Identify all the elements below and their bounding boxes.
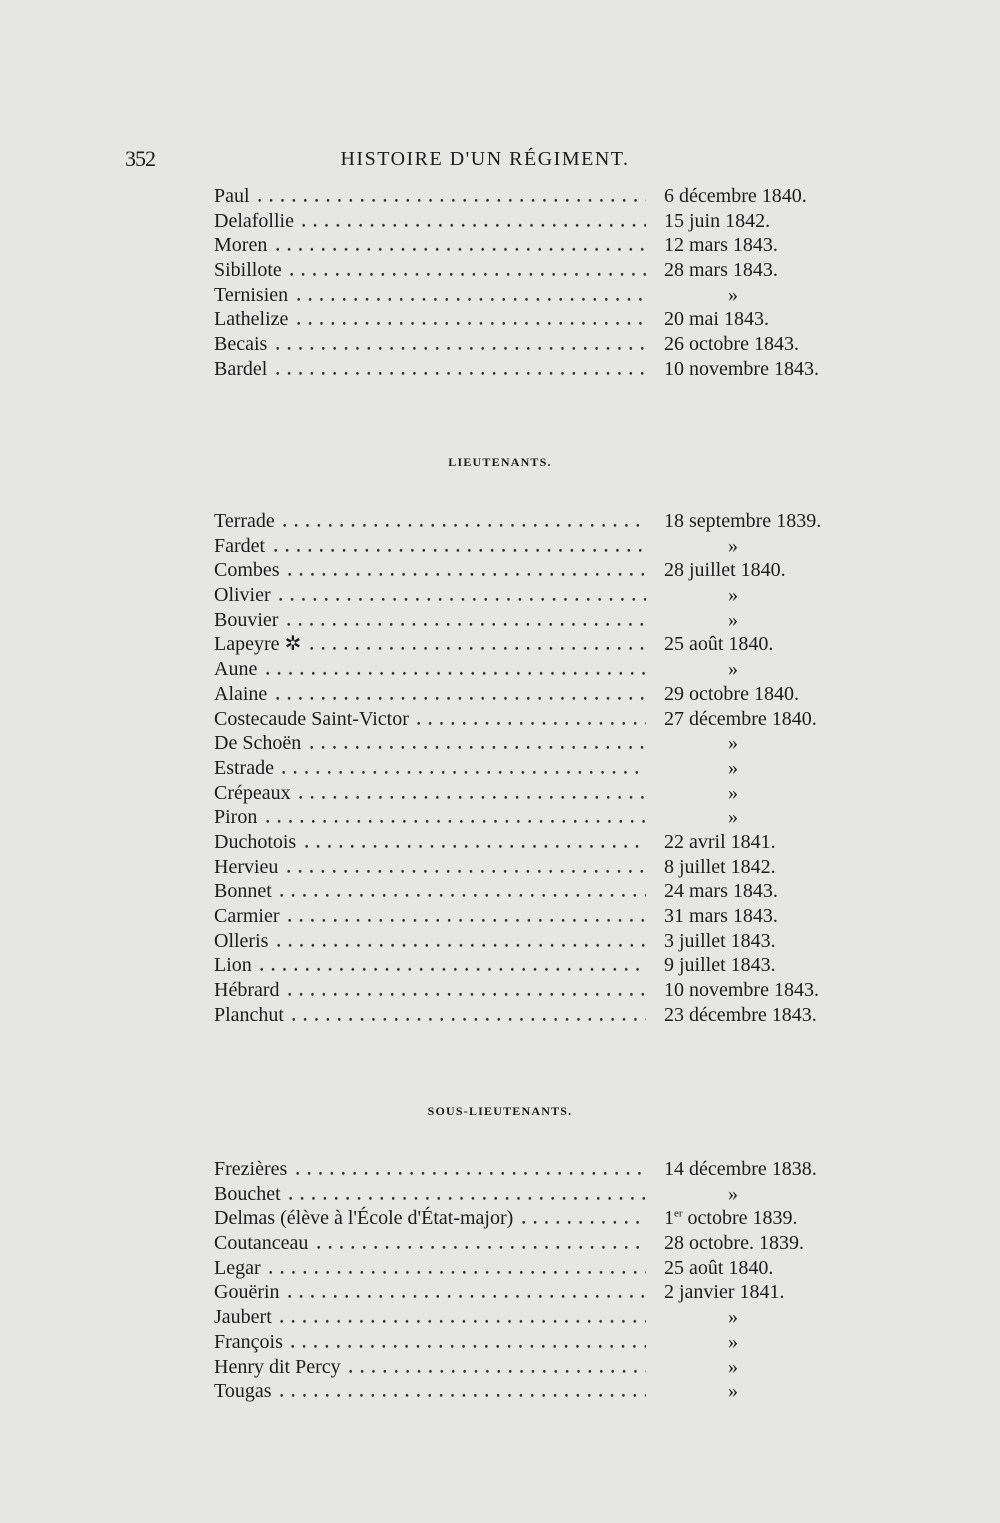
ditto-mark: »	[728, 806, 738, 829]
officer-entry	[214, 830, 844, 855]
dot-leader	[278, 756, 646, 781]
dot-leader	[286, 258, 646, 283]
officer-entry	[214, 855, 844, 880]
appointment-date: 8 juillet 1842.	[664, 855, 776, 878]
page-header	[125, 146, 845, 176]
officer-entry	[214, 1003, 844, 1028]
appointment-date: 29 octobre 1840.	[664, 682, 799, 705]
appointment-date: 12 mars 1843.	[664, 234, 778, 257]
officer-name: Gouërin	[214, 1281, 280, 1304]
appointment-date: 3 juillet 1843.	[664, 929, 776, 952]
officer-name: Alaine	[214, 682, 268, 705]
ditto-mark: »	[728, 1306, 738, 1329]
officer-name: Aune	[214, 658, 258, 681]
dot-leader	[273, 929, 646, 954]
officer-entry	[214, 357, 844, 382]
appointment-date: 1er octobre 1839.	[664, 1207, 798, 1230]
officer-name: Bardel	[214, 357, 268, 380]
appointment-date: 28 juillet 1840.	[664, 559, 786, 582]
dot-leader	[276, 1379, 646, 1404]
appointment-date: 15 juin 1842.	[664, 209, 771, 232]
ditto-mark: »	[728, 756, 738, 779]
ditto-mark: »	[728, 1380, 738, 1403]
appointment-date: 25 août 1840.	[664, 633, 774, 656]
officer-name: Lapeyre ✲	[214, 633, 302, 656]
appointment-date: 10 novembre 1843.	[664, 979, 819, 1002]
officer-entry	[214, 534, 844, 559]
dot-leader	[285, 1182, 646, 1207]
ditto-mark: »	[728, 1330, 738, 1353]
dot-leader	[284, 904, 646, 929]
ditto-mark: »	[728, 584, 738, 607]
dot-leader	[345, 1355, 646, 1380]
dot-leader	[413, 707, 646, 732]
appointment-date: 6 décembre 1840.	[664, 185, 807, 207]
officer-name: Jaubert	[214, 1306, 272, 1329]
officer-name: Hervieu	[214, 855, 279, 878]
dot-leader	[295, 781, 646, 806]
dot-leader	[256, 953, 646, 978]
officer-entry	[214, 1355, 844, 1380]
dot-leader	[284, 1280, 646, 1305]
officer-entry	[214, 509, 844, 534]
officer-entry	[214, 283, 844, 308]
dot-leader	[306, 731, 646, 756]
appointment-date: 31 mars 1843.	[664, 905, 778, 927]
sous-lieutenants-list	[214, 1157, 844, 1404]
officer-name: Tougas	[214, 1380, 272, 1403]
officer-name: De Schoën	[214, 732, 302, 755]
dot-leader	[298, 209, 646, 234]
ditto-mark: »	[728, 1355, 738, 1378]
sous-lieutenants-heading: SOUS-LIEUTENANTS.	[427, 1104, 573, 1118]
officer-name: Costecaude Saint-Victor	[214, 707, 409, 730]
dot-leader	[270, 534, 646, 559]
officer-name: Frezières	[214, 1158, 288, 1180]
lieutenants-heading: LIEUTENANTS.	[448, 455, 552, 469]
dot-leader	[293, 283, 646, 308]
officer-name: Delmas (élève à l'École d'État-major)	[214, 1207, 514, 1230]
officer-entry	[214, 632, 844, 657]
officer-name: Legar	[214, 1256, 261, 1279]
appointment-date: 14 décembre 1838.	[664, 1158, 817, 1180]
officer-entry	[214, 657, 844, 682]
officer-entry	[214, 978, 844, 1003]
officer-name: Terrade	[214, 510, 275, 532]
appointment-date: 28 octobre. 1839.	[664, 1232, 804, 1255]
officer-name: Lion	[214, 954, 252, 977]
officer-entry	[214, 904, 844, 929]
dot-leader	[265, 1256, 646, 1281]
officer-entry	[214, 953, 844, 978]
dot-leader	[287, 1330, 646, 1355]
dot-leader	[283, 608, 646, 633]
officer-name: Coutanceau	[214, 1232, 309, 1255]
officer-name: Sibillote	[214, 259, 282, 282]
officer-entry	[214, 1379, 844, 1404]
officer-entry	[214, 929, 844, 954]
appointment-date: 18 septembre 1839.	[664, 510, 822, 532]
dot-leader	[293, 307, 646, 332]
officer-entry	[214, 1231, 844, 1256]
appointment-date: 27 décembre 1840.	[664, 707, 817, 730]
ditto-mark: »	[728, 658, 738, 681]
officer-entry	[214, 1330, 844, 1355]
officer-entry	[214, 731, 844, 756]
officer-name: Paul	[214, 185, 250, 207]
page-number: 352	[125, 146, 155, 171]
officer-entry	[214, 558, 844, 583]
ditto-mark: »	[728, 1182, 738, 1205]
officer-name: Carmier	[214, 905, 280, 927]
officer-name: Lathelize	[214, 308, 289, 331]
officer-entry	[214, 682, 844, 707]
ditto-mark: »	[728, 283, 738, 306]
dot-leader	[313, 1231, 646, 1256]
dot-leader	[279, 509, 646, 534]
officer-name: Planchut	[214, 1003, 284, 1026]
officer-entry	[214, 307, 844, 332]
dot-leader	[272, 357, 646, 382]
lieutenants-list	[214, 509, 844, 1027]
officer-name: Estrade	[214, 756, 274, 779]
officer-name: Hébrard	[214, 979, 280, 1002]
officer-entry	[214, 707, 844, 732]
dot-leader	[262, 657, 646, 682]
dot-leader	[276, 879, 646, 904]
officer-name: Bouvier	[214, 608, 279, 631]
officer-name: Henry dit Percy	[214, 1355, 341, 1378]
officer-entry	[214, 781, 844, 806]
dot-leader	[272, 682, 646, 707]
appointment-date: 26 octobre 1843.	[664, 333, 799, 356]
captains-continued-list	[214, 184, 844, 382]
officer-name: Bonnet	[214, 880, 272, 903]
officer-name: Piron	[214, 806, 258, 829]
appointment-date: 25 août 1840.	[664, 1256, 774, 1279]
officer-entry	[214, 1256, 844, 1281]
officer-name: Fardet	[214, 534, 266, 557]
officer-entry	[214, 258, 844, 283]
dot-leader	[518, 1206, 646, 1231]
dot-leader	[288, 1003, 646, 1028]
appointment-date: 9 juillet 1843.	[664, 954, 776, 977]
officer-entry	[214, 184, 844, 209]
running-title: HISTOIRE D'UN RÉGIMENT.	[340, 148, 630, 170]
officer-entry	[214, 879, 844, 904]
dot-leader	[283, 855, 646, 880]
dot-leader	[301, 830, 646, 855]
officer-name: Delafollie	[214, 209, 294, 232]
officer-entry	[214, 209, 844, 234]
dot-leader	[254, 184, 646, 209]
officer-name: Olivier	[214, 584, 271, 607]
appointment-date: 23 décembre 1843.	[664, 1003, 817, 1026]
appointment-date: 24 mars 1843.	[664, 880, 778, 903]
officer-name: Moren	[214, 234, 268, 257]
dot-leader	[272, 233, 646, 258]
appointment-date: 2 janvier 1841.	[664, 1281, 785, 1304]
dot-leader	[276, 1305, 646, 1330]
ditto-mark: »	[728, 781, 738, 804]
dot-leader	[275, 583, 646, 608]
dot-leader	[284, 558, 646, 583]
appointment-date: 28 mars 1843.	[664, 259, 778, 282]
officer-entry	[214, 1305, 844, 1330]
officer-entry	[214, 332, 844, 357]
appointment-date: 22 avril 1841.	[664, 830, 776, 853]
officer-entry	[214, 1182, 844, 1207]
ditto-mark: »	[728, 534, 738, 557]
officer-name: Ternisien	[214, 283, 289, 306]
officer-entry	[214, 233, 844, 258]
officer-entry	[214, 1206, 844, 1231]
dot-leader	[262, 805, 646, 830]
dot-leader	[292, 1157, 646, 1182]
officer-name: Becais	[214, 333, 268, 356]
officer-entry	[214, 608, 844, 633]
officer-name: Crépeaux	[214, 781, 291, 804]
appointment-date: 20 mai 1843.	[664, 308, 769, 331]
ditto-mark: »	[728, 608, 738, 631]
officer-name: Duchotois	[214, 830, 297, 853]
dot-leader	[306, 632, 646, 657]
officer-name: Olleris	[214, 929, 269, 952]
officer-name: Bouchet	[214, 1182, 281, 1205]
officer-name: François	[214, 1330, 283, 1353]
officer-entry	[214, 1280, 844, 1305]
officer-entry	[214, 805, 844, 830]
officer-entry	[214, 583, 844, 608]
officer-entry	[214, 1157, 844, 1182]
dot-leader	[272, 332, 646, 357]
officer-name: Combes	[214, 559, 280, 582]
dot-leader	[284, 978, 646, 1003]
appointment-date: 10 novembre 1843.	[664, 357, 819, 380]
ditto-mark: »	[728, 732, 738, 755]
officer-entry	[214, 756, 844, 781]
